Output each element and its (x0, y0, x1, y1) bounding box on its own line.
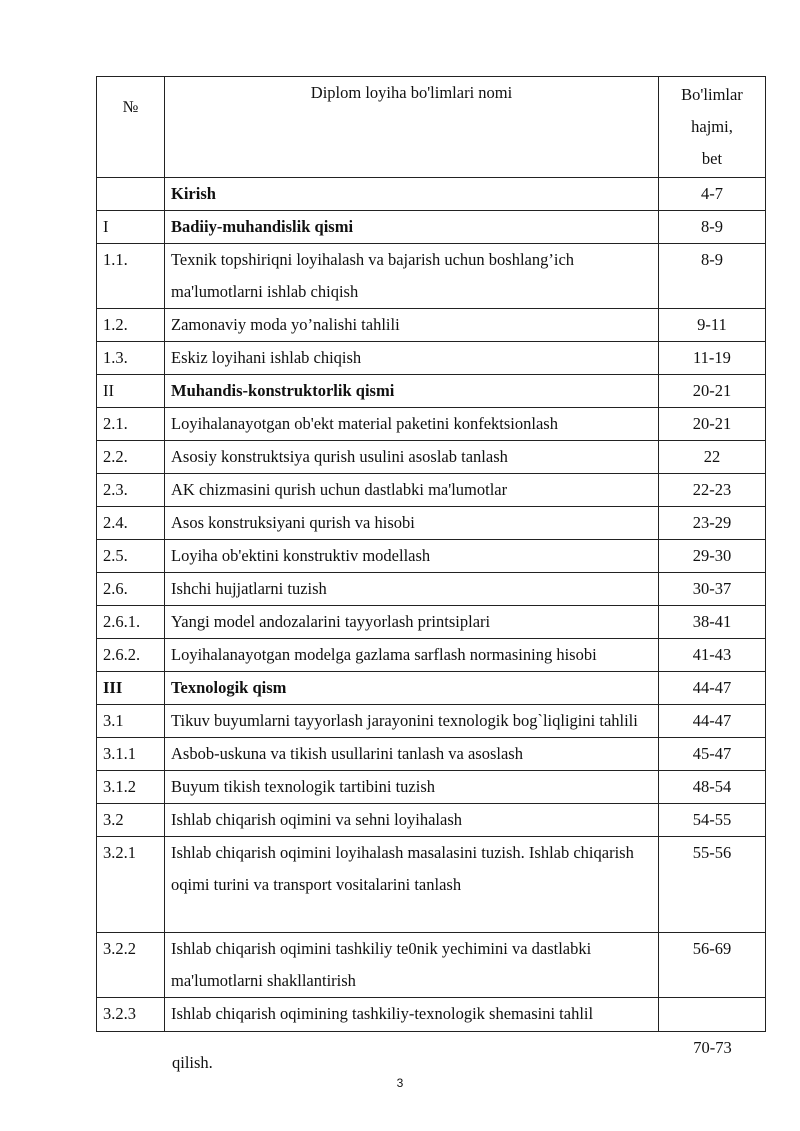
table-row (97, 672, 766, 705)
row-pages: 22 (659, 441, 766, 474)
table-row (97, 933, 766, 998)
row-pages: 20-21 (659, 408, 766, 441)
row-title: Texnik topshiriqni loyihalash va bajarish uchun boshlang’ich ma'lumotlarni ishlab chiqish (165, 244, 659, 309)
row-pages: 30-37 (659, 573, 766, 606)
table-row (97, 375, 766, 408)
row-title: Yangi model andozalarini tayyorlash printsiplari (165, 606, 659, 639)
table-row (97, 540, 766, 573)
row-pages: 23-29 (659, 507, 766, 540)
row-number: 3.2.2 (97, 933, 165, 998)
row-pages: 9-11 (659, 309, 766, 342)
row-pages: 38-41 (659, 606, 766, 639)
row-pages: 8-9 (659, 244, 766, 309)
row-pages: 8-9 (659, 211, 766, 244)
row-number: 2.6. (97, 573, 165, 606)
row-pages: 44-47 (659, 672, 766, 705)
row-number (97, 178, 165, 211)
row-pages: 4-7 (659, 178, 766, 211)
row-number: 2.2. (97, 441, 165, 474)
row-pages: 48-54 (659, 771, 766, 804)
table-row (97, 573, 766, 606)
table-row (97, 804, 766, 837)
row-pages: 56-69 (659, 933, 766, 998)
row-number: 2.6.2. (97, 639, 165, 672)
row-number: 3.1 (97, 705, 165, 738)
table-row (97, 474, 766, 507)
row-title: Loyihalanayotgan ob'ekt material paketini konfektsionlash (165, 408, 659, 441)
table-row (97, 771, 766, 804)
row-number: 2.4. (97, 507, 165, 540)
table-row (97, 837, 766, 933)
row-pages: 70-73 (693, 1038, 732, 1057)
header-volume-line1: Bo'limlar (681, 85, 743, 104)
table-row (97, 408, 766, 441)
header-section-name: Diplom loyiha bo'limlari nomi (165, 77, 659, 178)
row-number: 3.1.2 (97, 771, 165, 804)
row-number: 3.2.1 (97, 837, 165, 933)
row-title-continuation: qilish. (172, 1053, 213, 1072)
row-title: Muhandis-konstruktorlik qismi (165, 375, 659, 408)
row-number: 2.3. (97, 474, 165, 507)
table-row (97, 738, 766, 771)
row-title: Buyum tikish texnologik tartibini tuzish (165, 771, 659, 804)
row-title: Texnologik qism (165, 672, 659, 705)
table-row (97, 705, 766, 738)
table-row (97, 309, 766, 342)
row-pages: 22-23 (659, 474, 766, 507)
row-title: Ishchi hujjatlarni tuzish (165, 573, 659, 606)
table-row (97, 606, 766, 639)
row-number: 3.2.3 (97, 998, 165, 1032)
row-title: AK chizmasini qurish uchun dastlabki ma'lumotlar (165, 474, 659, 507)
row-number: 1.2. (97, 309, 165, 342)
row-title: Kirish (165, 178, 659, 211)
row-title: Asosiy konstruktsiya qurish usulini asoslab tanlash (165, 441, 659, 474)
row-number: 1.3. (97, 342, 165, 375)
row-title: Loyihalanayotgan modelga gazlama sarflash normasining hisobi (165, 639, 659, 672)
row-number: 3.2 (97, 804, 165, 837)
table-header-row (97, 77, 766, 178)
row-number: III (97, 672, 165, 705)
row-title: Badiiy-muhandislik qismi (165, 211, 659, 244)
row-number: 2.6.1. (97, 606, 165, 639)
row-pages: 45-47 (659, 738, 766, 771)
contents-table (96, 76, 766, 1032)
table-row (97, 441, 766, 474)
row-pages: 41-43 (659, 639, 766, 672)
table-row (97, 342, 766, 375)
header-volume-line3: bet (701, 149, 723, 168)
row-number: I (97, 211, 165, 244)
row-number: 2.5. (97, 540, 165, 573)
row-title: Ishlab chiqarish oqimini loyihalash masalasini tuzish. Ishlab chiqarish oqimi turini va transport vositalarini tanlash (165, 837, 659, 933)
table-row (97, 998, 766, 1032)
header-volume (659, 77, 766, 178)
page-number: 3 (396, 1076, 404, 1090)
row-title: Tikuv buyumlarni tayyorlash jarayonini texnologik bog`liqligini tahlili (165, 705, 659, 738)
row-pages: 54-55 (659, 804, 766, 837)
table-row (97, 244, 766, 309)
row-title: Ishlab chiqarish oqimini tashkiliy te0nik yechimini va dastlabki ma'lumotlarni shakllantirish (165, 933, 659, 998)
row-number: 2.1. (97, 408, 165, 441)
row-title: Ishlab chiqarish oqimini va sehni loyihalash (165, 804, 659, 837)
row-title: Zamonaviy moda yo’nalishi tahlili (165, 309, 659, 342)
table-row (97, 507, 766, 540)
row-pages: 44-47 (659, 705, 766, 738)
row-title: Loyiha ob'ektini konstruktiv modellash (165, 540, 659, 573)
row-pages: 29-30 (659, 540, 766, 573)
row-title: Asos konstruksiyani qurish va hisobi (165, 507, 659, 540)
table-row (97, 639, 766, 672)
row-title: Eskiz loyihani ishlab chiqish (165, 342, 659, 375)
row-title: Ishlab chiqarish oqimining tashkiliy-texnologik shemasini tahlil (165, 998, 659, 1032)
table-row (97, 178, 766, 211)
row-pages-placeholder (659, 998, 766, 1032)
row-number: 1.1. (97, 244, 165, 309)
row-number: 3.1.1 (97, 738, 165, 771)
row-title: Asbob-uskuna va tikish usullarini tanlash va asoslash (165, 738, 659, 771)
header-number: № (97, 77, 165, 178)
header-volume-line2: hajmi, (691, 117, 733, 136)
row-number: II (97, 375, 165, 408)
row-pages: 55-56 (659, 837, 766, 933)
row-pages: 20-21 (659, 375, 766, 408)
row-pages: 11-19 (659, 342, 766, 375)
table-row (97, 211, 766, 244)
